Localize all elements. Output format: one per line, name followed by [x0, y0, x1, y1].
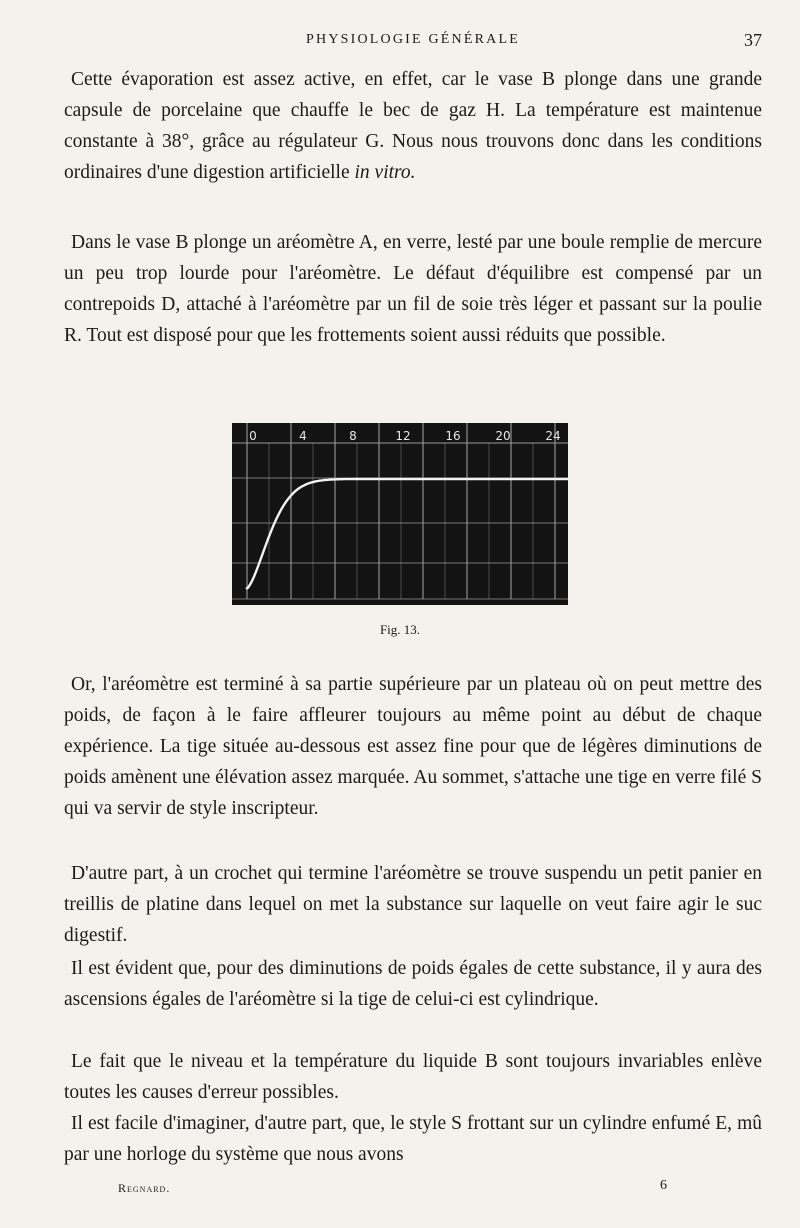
figure-caption: Fig. 13.	[379, 622, 421, 637]
kymograph-trace	[232, 423, 568, 605]
page-header	[64, 30, 762, 54]
paragraph-areometre: Dans le vase B plonge un aréomètre A, en verre, lesté par une boule remplie de mercure un peu trop lourde pour l'aréomètre. Le défaut d'équilibre est compensé par un contrepoids D, attaché à l'aréomètre par un fil de soie très léger et passant sur la poulie R. Tout est disposé pour que les frottements soient aussi réduits que possible.	[64, 232, 762, 346]
figure-13-recording	[232, 423, 568, 605]
running-title: PHYSIOLOGIE GÉNÉRALE	[306, 32, 520, 47]
tick-label: 8	[349, 429, 357, 443]
paragraph-style: Il est facile d'imaginer, d'autre part, que, le style S frottant sur un cylindre enfumé E, mû par une horloge du système que nous avons	[64, 1113, 762, 1165]
tick-label: 4	[299, 429, 307, 443]
paragraph-text: Cette évaporation est assez active, en effet, car le vase B plonge dans une grande capsule de porcelaine que chauffe le bec de gaz H. La température est maintenue constante à 38°, grâce au régulateur G. Nous nous trouvons donc dans les conditions ordinaires d'une digestion artificielle	[64, 69, 762, 183]
paragraph-evaporation	[64, 64, 762, 188]
paragraph-plateau: Or, l'aréomètre est terminé à sa partie supérieure par un plateau où on peut mettre des poids, de façon à le faire affleurer toujours au même point au début de chaque expérience. La tige située au-dessous est assez fine pour que de légères diminutions de poids amènent une élévation assez marquée. Au sommet, s'attache une tige en verre filé S qui va servir de style inscripteur.	[64, 674, 762, 819]
paragraph-niveau: Le fait que le niveau et la température du liquide B sont toujours invariables enlève toutes les causes d'erreur possibles.	[64, 1051, 762, 1103]
tick-label: 16	[445, 429, 461, 443]
page-number: 37	[744, 30, 762, 50]
italic-term: in vitro.	[354, 162, 416, 183]
paragraph-crochet: D'autre part, à un crochet qui termine l'aréomètre se trouve suspendu un petit panier en treillis de platine dans lequel on met la substance sur laquelle on veut faire agir le suc digestif.	[64, 863, 762, 946]
tick-label: 20	[495, 429, 511, 443]
paragraph-ascensions: Il est évident que, pour des diminutions de poids égales de cette substance, il y aura des ascensions égales de l'aréomètre si la tige de celui-ci est cylindrique.	[64, 958, 762, 1010]
tick-label: 12	[395, 429, 411, 443]
tick-label: 24	[545, 429, 561, 443]
recorded-curve	[246, 479, 568, 589]
tick-label: 0	[249, 429, 257, 443]
printer-signature: Regnard.	[118, 1181, 171, 1195]
sheet-number: 6	[660, 1178, 667, 1193]
